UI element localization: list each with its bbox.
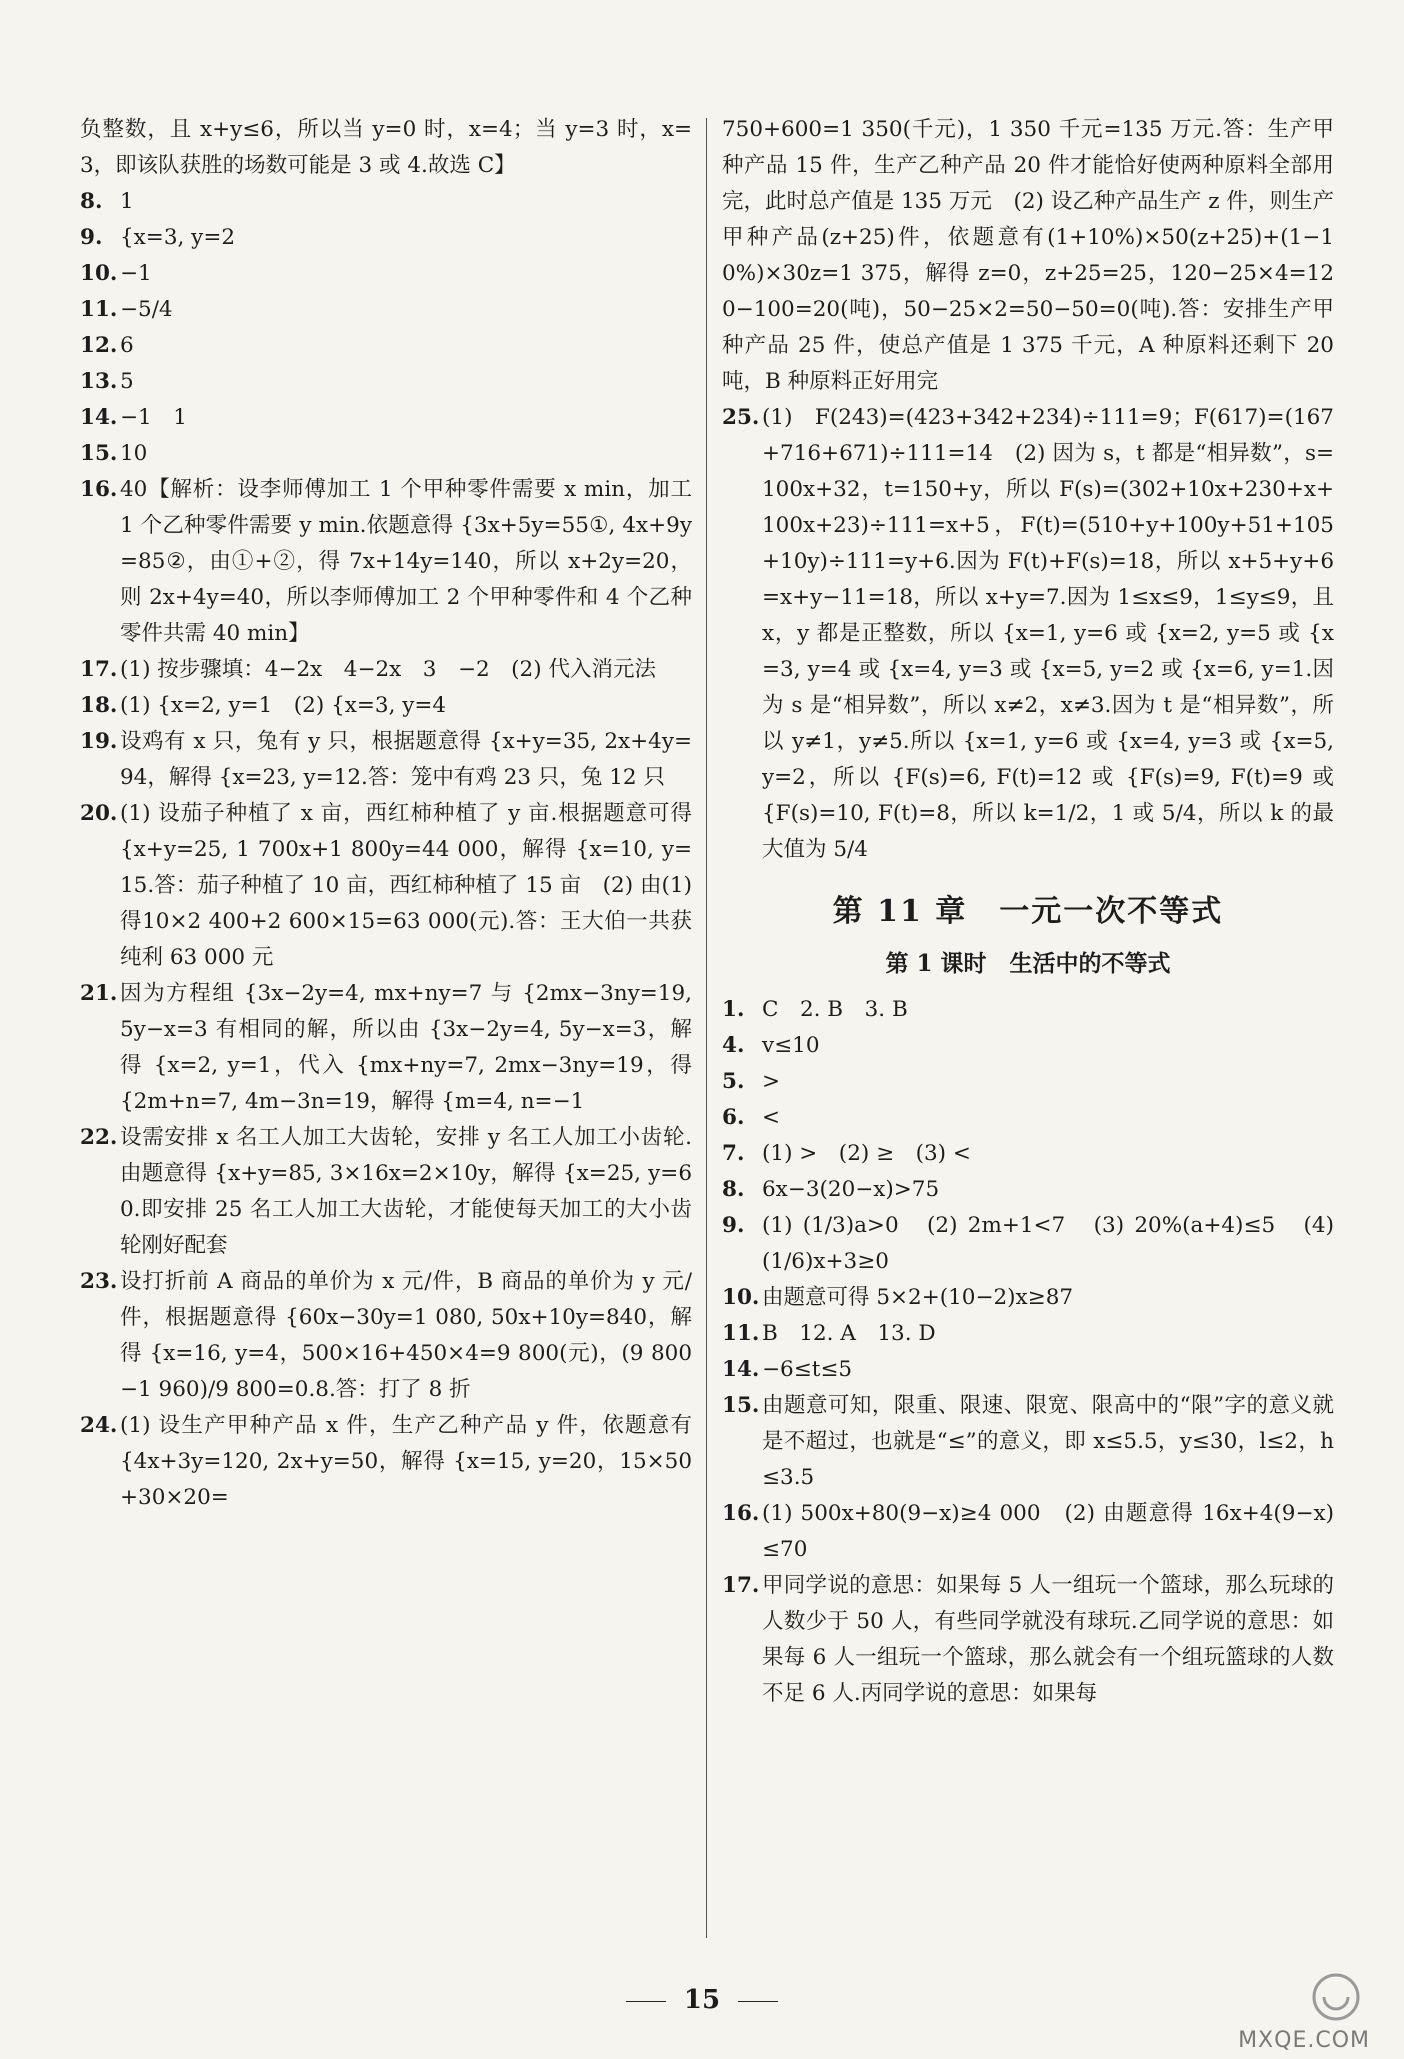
answer-number: 9. [722,1213,745,1238]
answer-text: 因为方程组 {3x−2y=4, mx+ny=7 与 {2mx−3ny=19, 5y−x=3 有相同的解，所以由 {3x−2y=4, 5y−x=3，解得 {x=2, y=1，代入 {mx+ny=7, 2mx−3ny=19，得 {2m+n=7, 4m−3n=19，解得 {m=4, n=−1 [120,981,692,1114]
answer-number: 5. [722,1069,745,1094]
answer-number: 10. [80,261,118,286]
answer-item [80,184,692,220]
answer-text: < [762,1105,781,1130]
answer-text: (1) F(243)=(423+342+234)÷111=9；F(617)=(167+716+671)÷111=14 (2) 因为 s，t 都是“相异数”，s=100x+32，t=150+y，所以 F(s)=(302+10x+230+x+100x+23)÷111=x+5，F(t)=(510+y+100y+51+105+10y)÷111=y+6.因为 F(t)+F(s)=18，所以 x+5+y+6=x+y−11=18，所以 x+y=7.因为 1≤x≤9，1≤y≤9，且 x，y 都是正整数，所以 {x=1, y=6 或 {x=2, y=5 或 {x=3, y=4 或 {x=4, y=3 或 {x=5, y=2 或 {x=6, y=1.因为 s 是“相异数”，所以 x≠2，x≠3.因为 t 是“相异数”，所以 y≠1，y≠5.所以 {x=1, y=6 或 {x=4, y=3 或 {x=5, y=2，所以 {F(s)=6, F(t)=12 或 {F(s)=9, F(t)=9 或 {F(s)=10, F(t)=8，所以 k=1/2，1 或 5/4，所以 k 的最大值为 5/4 [762,405,1334,862]
answer-item [722,1172,1334,1208]
answer-text: 750+600=1 350(千元)，1 350 千元=135 万元.答：生产甲种产品 15 件，生产乙种产品 20 件才能恰好使两种原料全部用完，此时总产值是 135 万元 (2) 设乙种产品生产 z 件，则生产甲种产品(z+25)件，依题意有(1+10%)×50(z+25)+(1−10%)×30z=1 375，解得 z=0，z+25=25，120−25×4=120−100=20(吨)，50−25×2=50−50=0(吨).答：安排生产甲种产品 25 件，使总产值是 1 375 千元，A 种原料还剩下 20 吨，B 种原料正好用完 [722,117,1334,394]
right-column-answers-part-1 [722,112,1334,868]
answer-text: 由题意可知，限重、限速、限宽、限高中的“限”字的意义就是不超过，也就是“≤”的意义，即 x≤5.5，y≤30，l≤2，h≤3.5 [762,1393,1334,1490]
page-number: 15 [0,1985,1404,2015]
answer-number: 13. [80,369,118,394]
answer-text: (1) 设生产甲种产品 x 件，生产乙种产品 y 件，依题意有 {4x+3y=120, 2x+y=50，解得 {x=15, y=20，15×50+30×20= [120,1413,692,1510]
answer-text: 负整数，且 x+y≤6，所以当 y=0 时，x=4；当 y=3 时，x=3，即该队获胜的场数可能是 3 或 4.故选 C】 [80,117,692,178]
answer-text: 甲同学说的意思：如果每 5 人一组玩一个篮球，那么玩球的人数少于 50 人，有些同学就没有球玩.乙同学说的意思：如果每 6 人一组玩一个篮球，那么就会有一个组玩篮球的人数不足 6 人.丙同学说的意思：如果每 [762,1573,1334,1706]
answer-text: 1 [120,189,134,214]
answer-number: 4. [722,1033,745,1058]
answer-text: (1) 设茄子种植了 x 亩，西红柿种植了 y 亩.根据题意可得 {x+y=25, 1 700x+1 800y=44 000，解得 {x=10, y=15.答：茄子种植了 10 亩，西红柿种植了 15 亩 (2) 由(1)得10×2 400+2 600×15=63 000(元).答：王大伯一共获纯利 63 000 元 [120,801,692,970]
answer-item [80,652,692,688]
answer-number: 9. [80,225,103,250]
answer-number: 16. [80,477,118,502]
answer-number: 24. [80,1413,118,1438]
answer-number: 19. [80,729,118,754]
answer-number: 8. [722,1177,745,1202]
column-divider [706,118,707,1938]
answer-item [80,400,692,436]
answer-item [80,220,692,256]
answer-item [80,436,692,472]
lesson-title: 第 1 课时 生活中的不等式 [885,950,1171,977]
answer-item [80,796,692,976]
answer-item [722,400,1334,868]
answer-item [80,724,692,796]
answer-number: 12. [80,333,118,358]
answer-item [80,1264,692,1408]
answer-text: −1 [120,261,152,286]
chapter-title: 第 11 章 一元一次不等式 [832,894,1224,929]
answer-number: 7. [722,1141,745,1166]
answer-item [80,1120,692,1264]
answer-text: (1) > (2) ≥ (3) < [762,1141,971,1166]
answer-number: 18. [80,693,118,718]
answer-text: {x=3, y=2 [120,225,236,250]
answer-text: 由题意可得 5×2+(10−2)x≥87 [762,1285,1074,1310]
answer-number: 17. [722,1573,760,1598]
answer-number: 10. [722,1285,760,1310]
answer-text: (1) {x=2, y=1 (2) {x=3, y=4 [120,693,447,718]
answer-text: v≤10 [762,1033,820,1058]
answer-text: (1) 500x+80(9−x)≥4 000 (2) 由题意得 16x+4(9−x)≤70 [762,1501,1334,1562]
answer-item [80,328,692,364]
watermark-text: MXQE.COM [1238,2028,1370,2053]
answer-item [722,992,1334,1028]
answer-number: 14. [80,405,118,430]
answer-number: 22. [80,1125,118,1150]
answer-number: 17. [80,657,118,682]
answer-text: C 2. B 3. B [762,997,908,1022]
answer-number: 15. [722,1393,760,1418]
answer-item [80,112,692,184]
answer-number: 1. [722,997,745,1022]
answer-item [80,292,692,328]
answer-number: 20. [80,801,118,826]
answer-number: 23. [80,1269,118,1294]
answer-text: > [762,1069,781,1094]
watermark-logo-icon [1176,1971,1376,2035]
left-column [80,112,692,1516]
answer-item [722,1136,1334,1172]
answer-number: 15. [80,441,118,466]
right-column [722,112,1334,1712]
answer-number: 16. [722,1501,760,1526]
answer-number: 11. [722,1321,760,1346]
answer-text: 设需安排 x 名工人加工大齿轮，安排 y 名工人加工小齿轮.由题意得 {x+y=85, 3×16x=2×10y，解得 {x=25, y=60.即安排 25 名工人加工大齿轮，才能使每天加工的大小齿轮刚好配套 [120,1125,692,1258]
answer-text: 5 [120,369,134,394]
answer-number: 14. [722,1357,760,1382]
answer-item [722,1496,1334,1568]
answer-item [722,1280,1334,1316]
answer-text: B 12. A 13. D [762,1321,936,1346]
answer-number: 25. [722,405,760,430]
answer-text: (1) 按步骤填：4−2x 4−2x 3 −2 (2) 代入消元法 [120,657,656,682]
answer-item [722,1208,1334,1280]
answer-number: 8. [80,189,103,214]
right-column-answers-part-2 [722,992,1334,1712]
answer-item [80,472,692,652]
answer-text: 6 [120,333,134,358]
answer-item [80,364,692,400]
answer-item [80,688,692,724]
answer-item [722,112,1334,400]
answer-item [722,1064,1334,1100]
answer-text: 设鸡有 x 只，兔有 y 只，根据题意得 {x+y=35, 2x+4y=94，解得 {x=23, y=12.答：笼中有鸡 23 只，兔 12 只 [120,729,692,790]
answer-number: 6. [722,1105,745,1130]
answer-number: 11. [80,297,118,322]
answer-item [722,1568,1334,1712]
answer-text: −6≤t≤5 [762,1357,853,1382]
answer-item [722,1316,1334,1352]
answer-item [722,1028,1334,1064]
answer-text: 设打折前 A 商品的单价为 x 元/件，B 商品的单价为 y 元/件，根据题意得 {60x−30y=1 080, 50x+10y=840，解得 {x=16, y=4，500×16+450×4=9 800(元)，(9 800−1 960)/9 800=0.8.答：打了 8 折 [120,1269,692,1402]
answer-text: 6x−3(20−x)>75 [762,1177,940,1202]
answer-item [722,1388,1334,1496]
answer-number: 21. [80,981,118,1006]
answer-text: (1) (1/3)a>0 (2) 2m+1<7 (3) 20%(a+4)≤5 (4) (1/6)x+3≥0 [762,1213,1334,1274]
answer-text: −5/4 [120,297,173,322]
answer-item [722,1100,1334,1136]
answer-text: −1 1 [120,405,187,430]
answer-text: 10 [120,441,148,466]
answer-item [80,256,692,292]
answer-text: 40【解析：设李师傅加工 1 个甲种零件需要 x min，加工 1 个乙种零件需要 y min.依题意得 {3x+5y=55①, 4x+9y=85②，由①+②，得 7x+14y=140，所以 x+2y=20，则 2x+4y=40，所以李师傅加工 2 个甲种零件和 4 个乙种零件共需 40 min】 [120,477,692,646]
answer-item [722,1352,1334,1388]
answer-item [80,1408,692,1516]
answer-item [80,976,692,1120]
